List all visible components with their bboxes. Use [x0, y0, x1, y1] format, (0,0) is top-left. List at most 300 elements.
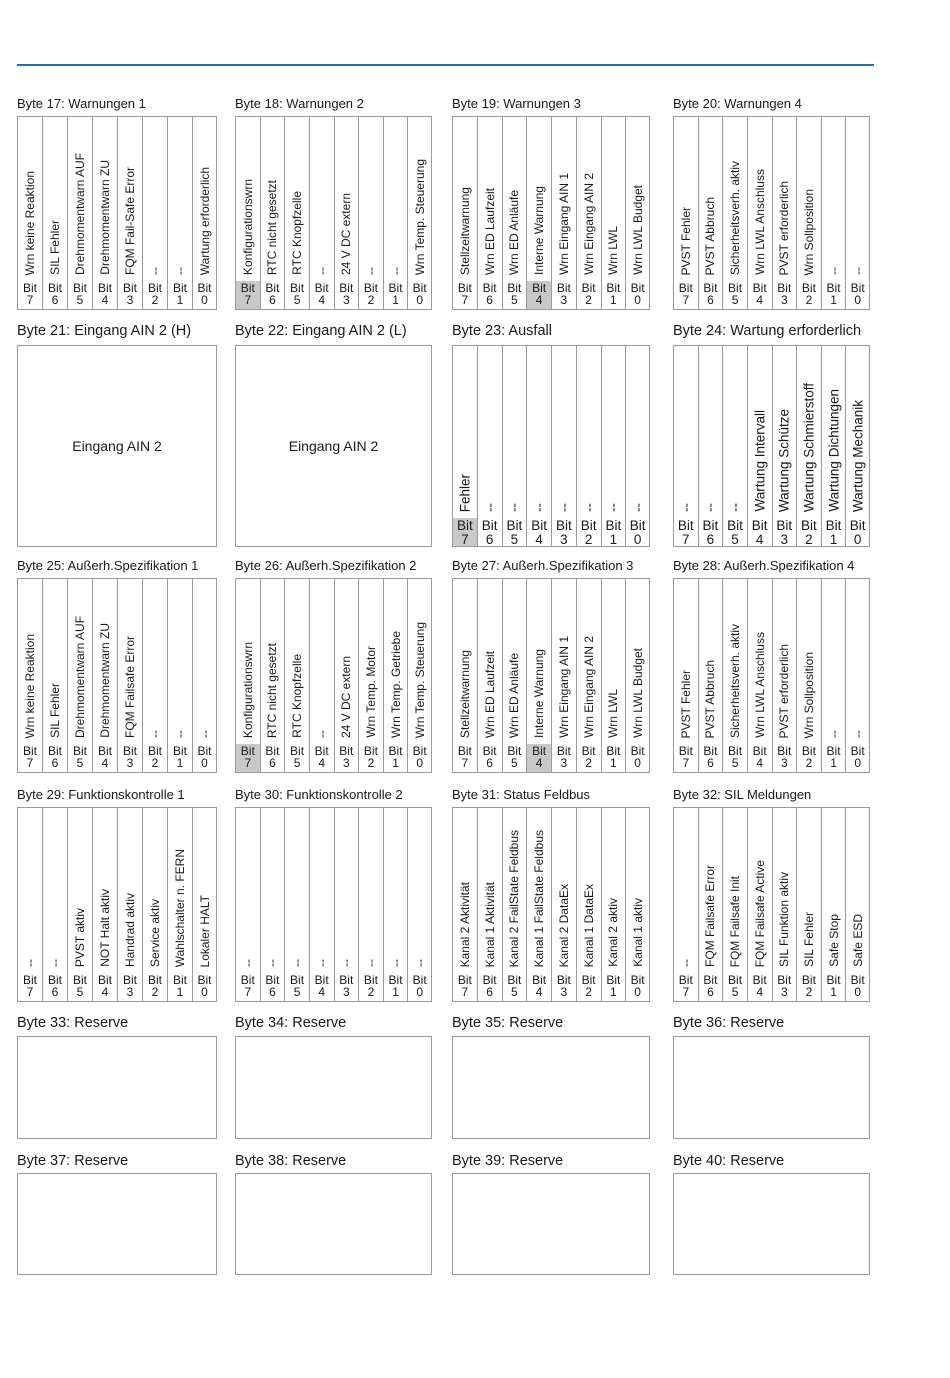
bit-index: 3 — [560, 532, 568, 547]
byte-title: Byte 27: Außerh.Spezifikation 3 — [452, 558, 634, 573]
bit-prefix: Bit — [801, 281, 816, 295]
bit-number — [577, 518, 601, 546]
bit-column — [92, 579, 117, 772]
bit-index: 2 — [585, 293, 592, 307]
bit-column — [796, 579, 821, 772]
bit-column — [117, 808, 142, 1001]
bit-column — [334, 808, 359, 1001]
bit-column — [260, 808, 285, 1001]
bit-index: 3 — [126, 293, 134, 307]
bit-label: Wartung Intervall — [752, 410, 768, 512]
bit-index: 5 — [76, 293, 84, 307]
value-box — [17, 345, 217, 547]
bit-column — [358, 117, 383, 309]
bit-number — [723, 281, 747, 309]
bit-prefix: Bit — [363, 744, 378, 758]
bit-prefix: Bit — [776, 518, 793, 533]
bit-column — [235, 808, 260, 1001]
bit-prefix: Bit — [678, 744, 693, 758]
bit-label: Kanal 2 DataEx — [556, 883, 571, 967]
bit-label: PVST erforderlich — [777, 180, 792, 275]
bit-label: -- — [850, 730, 865, 738]
bit-column — [309, 579, 334, 772]
bit-index: 7 — [26, 985, 34, 999]
bit-number — [723, 973, 747, 1001]
bit-label: Stellzeitwarnung — [457, 186, 472, 275]
bit-prefix: Bit — [339, 744, 354, 758]
bit-number — [797, 281, 821, 309]
bit-column — [722, 808, 747, 1001]
bit-prefix: Bit — [777, 973, 792, 987]
bit-prefix: Bit — [581, 281, 596, 295]
bit-index: 1 — [392, 756, 399, 770]
bit-column — [358, 808, 383, 1001]
bit-label: -- — [506, 503, 522, 512]
bit-column — [67, 808, 92, 1001]
bit-index: 1 — [392, 985, 399, 999]
byte-title: Byte 25: Außerh.Spezifikation 1 — [17, 558, 199, 573]
bit-number — [577, 973, 601, 1001]
bit-label: -- — [678, 959, 693, 967]
bit-column — [334, 579, 359, 772]
bit-prefix: Bit — [482, 281, 497, 295]
bit-index: 4 — [101, 985, 109, 999]
bit-number — [723, 744, 747, 772]
bit-label: Wrn keine Reaktion — [23, 633, 37, 738]
bit-column — [601, 117, 626, 309]
bit-label: Service aktiv — [148, 898, 162, 967]
bit-column — [576, 117, 601, 309]
bit-column — [334, 117, 359, 309]
bit-prefix: Bit — [314, 744, 329, 758]
bit-prefix: Bit — [752, 281, 767, 295]
bit-column — [167, 808, 192, 1001]
bit-prefix: Bit — [728, 744, 743, 758]
bit-prefix: Bit — [265, 744, 280, 758]
bit-number — [478, 744, 502, 772]
bit-label: PVST Fehler — [678, 669, 693, 738]
bit-column — [698, 117, 723, 309]
bit-column — [722, 579, 747, 772]
bit-column — [452, 346, 477, 546]
bit-table — [17, 807, 217, 1002]
bit-index: 1 — [176, 985, 184, 999]
bit-index: 0 — [853, 532, 862, 547]
bit-index: 6 — [51, 756, 59, 770]
bit-index: 5 — [731, 985, 739, 999]
bit-prefix: Bit — [702, 518, 719, 533]
bit-index: 7 — [461, 756, 469, 770]
bit-column — [42, 808, 67, 1001]
bit-label: SIL Funktion aktiv — [777, 872, 792, 967]
bit-column — [477, 808, 502, 1001]
bit-index: 2 — [585, 985, 592, 999]
bit-prefix: Bit — [801, 973, 816, 987]
bit-number — [118, 281, 142, 309]
bit-number — [236, 973, 260, 1001]
bit-column — [167, 579, 192, 772]
bit-label: -- — [630, 503, 646, 512]
bit-number — [18, 281, 42, 309]
bit-index: 5 — [511, 756, 518, 770]
reserve-box — [673, 1036, 870, 1139]
bit-column — [673, 346, 698, 546]
bit-index: 5 — [293, 293, 301, 307]
bit-column — [117, 579, 142, 772]
bit-column — [673, 808, 698, 1001]
bit-column — [601, 579, 626, 772]
bit-label: NOT Halt aktiv — [98, 889, 112, 967]
bit-table — [235, 116, 432, 310]
bit-index: 0 — [634, 985, 641, 999]
bit-prefix: Bit — [777, 744, 792, 758]
bit-number — [143, 973, 167, 1001]
bit-number — [310, 973, 334, 1001]
bit-label: -- — [48, 959, 62, 967]
bit-column — [407, 579, 432, 772]
bit-number — [773, 518, 797, 546]
bit-column — [796, 117, 821, 309]
bit-number — [748, 281, 772, 309]
header-rule — [17, 64, 874, 66]
bit-label: -- — [339, 959, 354, 967]
bit-index: 1 — [610, 756, 617, 770]
bit-column — [625, 346, 650, 546]
bit-label: Sicherheitsverh. aktiv — [728, 160, 743, 275]
bit-index: 2 — [805, 756, 813, 770]
bit-prefix: Bit — [457, 973, 472, 987]
bit-column — [772, 579, 797, 772]
bit-index: 1 — [176, 756, 184, 770]
bit-number — [408, 744, 431, 772]
bit-label: -- — [314, 267, 329, 275]
bit-column — [142, 579, 167, 772]
bit-number — [626, 518, 649, 546]
bit-prefix: Bit — [72, 744, 87, 758]
bit-index: 4 — [756, 985, 764, 999]
bit-index: 7 — [244, 756, 252, 770]
bit-prefix: Bit — [850, 973, 865, 987]
bit-prefix: Bit — [605, 518, 622, 533]
bit-number — [822, 744, 846, 772]
bit-column — [747, 579, 772, 772]
bit-index: 5 — [511, 293, 518, 307]
bit-number — [822, 518, 846, 546]
bit-label: Kanal 1 aktiv — [630, 898, 645, 967]
bit-prefix: Bit — [532, 973, 547, 987]
bit-prefix: Bit — [412, 973, 427, 987]
bit-prefix: Bit — [556, 744, 571, 758]
bit-index: 6 — [51, 293, 59, 307]
bit-column — [698, 808, 723, 1001]
bit-index: 6 — [706, 532, 715, 547]
bit-label: FQM Fail-Safe Error — [123, 166, 137, 275]
bit-label: -- — [531, 503, 547, 512]
reserve-box — [17, 1173, 217, 1275]
bit-label: Wrn ED Laufzeit — [482, 650, 497, 738]
byte-title: Byte 17: Warnungen 1 — [17, 96, 146, 111]
bit-table — [235, 578, 432, 773]
bit-label: Safe ESD — [850, 914, 865, 967]
bit-prefix: Bit — [314, 973, 329, 987]
bit-column — [772, 808, 797, 1001]
bit-column — [526, 579, 551, 772]
bit-column — [821, 117, 846, 309]
bit-number — [602, 518, 626, 546]
bit-index: 4 — [756, 293, 764, 307]
bit-index: 3 — [780, 985, 788, 999]
bit-index: 1 — [176, 293, 184, 307]
bit-label: -- — [363, 959, 378, 967]
bit-number — [285, 973, 309, 1001]
bit-column — [526, 117, 551, 309]
bit-label: Wartung Schmierstoff — [801, 382, 817, 512]
bit-prefix: Bit — [678, 973, 693, 987]
bit-label: Wrn ED Anläufe — [507, 652, 522, 738]
bit-number — [846, 744, 869, 772]
bit-label: -- — [581, 503, 597, 512]
byte-title: Byte 20: Warnungen 4 — [673, 96, 802, 111]
bit-column — [42, 579, 67, 772]
bit-index: 5 — [731, 532, 739, 547]
bit-index: 1 — [830, 756, 837, 770]
bit-label: Fehler — [457, 473, 473, 512]
byte-title: Byte 18: Warnungen 2 — [235, 96, 364, 111]
bit-table — [673, 807, 870, 1002]
bit-index: 6 — [707, 293, 714, 307]
bit-label: PVST Abbruch — [703, 196, 718, 275]
bit-prefix: Bit — [727, 518, 743, 533]
bit-column — [576, 346, 601, 546]
bit-prefix: Bit — [265, 973, 280, 987]
bit-index: 4 — [318, 293, 326, 307]
bit-index: 2 — [584, 532, 593, 547]
bit-number — [699, 281, 723, 309]
bit-index: 1 — [392, 293, 399, 307]
bit-column — [796, 808, 821, 1001]
bit-prefix: Bit — [122, 281, 137, 295]
bit-index: 1 — [610, 293, 617, 307]
bit-label: PVST Fehler — [678, 206, 693, 275]
bit-label: -- — [173, 267, 187, 275]
bit-number — [384, 973, 408, 1001]
bit-prefix: Bit — [122, 744, 137, 758]
bit-column — [698, 346, 723, 546]
bit-index: 0 — [854, 756, 862, 770]
bit-column — [576, 579, 601, 772]
bit-column — [601, 808, 626, 1001]
bit-label: -- — [173, 730, 187, 738]
bit-prefix: Bit — [388, 281, 403, 295]
bit-prefix: Bit — [147, 744, 162, 758]
bit-column — [551, 346, 576, 546]
bit-number — [193, 973, 216, 1001]
bit-column — [452, 808, 477, 1001]
bit-index: 5 — [731, 756, 739, 770]
bit-label: 24 V DC extern — [339, 655, 354, 738]
bit-prefix: Bit — [849, 518, 866, 533]
bit-number — [797, 518, 821, 546]
bit-index: 7 — [244, 293, 252, 307]
bit-prefix: Bit — [22, 744, 37, 758]
bit-index: 6 — [269, 293, 276, 307]
bit-column — [747, 346, 772, 546]
bit-prefix: Bit — [507, 281, 522, 295]
bit-label: -- — [826, 267, 841, 275]
bit-column — [526, 346, 551, 546]
bit-column — [142, 117, 167, 309]
bit-number — [699, 518, 723, 546]
bit-index: 7 — [461, 293, 469, 307]
bit-index: 0 — [854, 985, 862, 999]
bit-prefix: Bit — [507, 744, 522, 758]
bit-number — [552, 744, 576, 772]
bit-column — [772, 346, 797, 546]
bit-index: 3 — [560, 756, 568, 770]
bit-number — [626, 744, 649, 772]
bit-column — [821, 808, 846, 1001]
byte-title: Byte 40: Reserve — [673, 1153, 785, 1169]
bit-label: Handrad aktiv — [123, 892, 137, 967]
bit-number — [822, 281, 846, 309]
bit-number — [236, 281, 260, 309]
bit-label: Wahlschalter n. FERN — [173, 848, 187, 967]
bit-column — [673, 117, 698, 309]
bit-prefix: Bit — [826, 281, 841, 295]
bit-label: Wrn Temp. Getriebe — [388, 631, 403, 738]
bit-column — [192, 579, 217, 772]
bit-label: PVST erforderlich — [777, 643, 792, 738]
bit-column — [92, 117, 117, 309]
bit-prefix: Bit — [122, 973, 137, 987]
bit-column — [796, 346, 821, 546]
bit-prefix: Bit — [22, 973, 37, 987]
bit-index: 4 — [535, 293, 543, 307]
bit-label: SIL Fehler — [48, 683, 62, 738]
bit-number — [674, 518, 698, 546]
bit-number — [68, 281, 92, 309]
bit-number — [359, 744, 383, 772]
bit-number — [773, 281, 797, 309]
bit-index: 4 — [318, 756, 326, 770]
byte-title: Byte 24: Wartung erforderlich — [673, 323, 862, 339]
bit-number — [626, 973, 649, 1001]
bit-label: Wrn Sollposition — [801, 651, 816, 738]
bit-number — [748, 744, 772, 772]
bit-index: 3 — [342, 985, 350, 999]
bit-prefix: Bit — [363, 973, 378, 987]
bit-label: Wrn Temp. Steuerung — [412, 621, 427, 738]
bit-prefix: Bit — [507, 973, 522, 987]
bit-label: Konfigurationswrn — [240, 178, 255, 275]
bit-label: Wrn Eingang AIN 2 — [581, 636, 596, 738]
bit-prefix: Bit — [677, 518, 694, 533]
bit-label: Drehmomentwarn AUF — [73, 152, 87, 275]
bit-table — [673, 116, 870, 310]
bit-number — [797, 973, 821, 1001]
byte-title: Byte 38: Reserve — [235, 1153, 347, 1169]
byte-title: Byte 29: Funktionskontrolle 1 — [17, 787, 185, 802]
bit-number — [846, 518, 869, 546]
bit-label: -- — [290, 959, 305, 967]
bit-column — [625, 117, 650, 309]
bit-number — [723, 518, 747, 546]
bit-column — [526, 808, 551, 1001]
bit-number — [285, 744, 309, 772]
bit-prefix: Bit — [172, 973, 187, 987]
bit-index: 0 — [201, 985, 208, 999]
bit-label: -- — [314, 730, 329, 738]
bit-number — [261, 281, 285, 309]
bit-number — [68, 744, 92, 772]
bit-number — [118, 973, 142, 1001]
bit-column — [17, 808, 42, 1001]
bit-number — [310, 744, 334, 772]
bit-prefix: Bit — [482, 973, 497, 987]
bit-prefix: Bit — [630, 973, 645, 987]
value-text: Eingang AIN 2 — [288, 438, 379, 454]
bit-column — [192, 808, 217, 1001]
bit-column — [698, 579, 723, 772]
bit-number — [453, 973, 477, 1001]
bit-table — [673, 345, 870, 547]
bit-index: 7 — [461, 532, 469, 547]
bit-column — [772, 117, 797, 309]
bit-index: 6 — [269, 756, 276, 770]
bit-number — [797, 744, 821, 772]
bit-index: 2 — [151, 293, 159, 307]
bit-index: 5 — [731, 293, 739, 307]
bit-label: -- — [388, 959, 403, 967]
bit-column — [284, 117, 309, 309]
bit-prefix: Bit — [47, 973, 62, 987]
bit-number — [674, 744, 698, 772]
bit-number — [168, 973, 192, 1001]
bit-label: -- — [412, 959, 427, 967]
bit-index: 6 — [269, 985, 276, 999]
bit-label: -- — [826, 730, 841, 738]
bit-label: Wrn Temp. Steuerung — [412, 158, 427, 275]
bit-index: 3 — [126, 985, 134, 999]
bit-prefix: Bit — [678, 281, 693, 295]
bit-prefix: Bit — [97, 973, 112, 987]
bit-number — [453, 281, 477, 309]
bit-number — [748, 518, 772, 546]
bit-prefix: Bit — [556, 281, 571, 295]
bit-number — [68, 973, 92, 1001]
bit-number — [359, 973, 383, 1001]
reserve-box — [235, 1173, 432, 1275]
bit-column — [92, 808, 117, 1001]
bit-label: Stellzeitwarnung — [457, 649, 472, 738]
bit-label: -- — [314, 959, 329, 967]
bit-label: -- — [240, 959, 255, 967]
bit-label: PVST Abbruch — [703, 659, 718, 738]
bit-prefix: Bit — [22, 281, 37, 295]
bit-prefix: Bit — [197, 281, 212, 295]
bit-column — [551, 579, 576, 772]
bit-label: Wrn LWL Budget — [630, 185, 645, 275]
bit-label: Wartung Mechanik — [850, 399, 866, 512]
reserve-box — [673, 1173, 870, 1275]
bit-index: 4 — [755, 532, 764, 547]
bit-index: 1 — [610, 985, 617, 999]
bit-label: FQM Failsafe Error — [123, 635, 137, 738]
bit-number — [93, 973, 117, 1001]
bit-number — [335, 744, 359, 772]
bit-prefix: Bit — [47, 281, 62, 295]
bit-column — [625, 579, 650, 772]
